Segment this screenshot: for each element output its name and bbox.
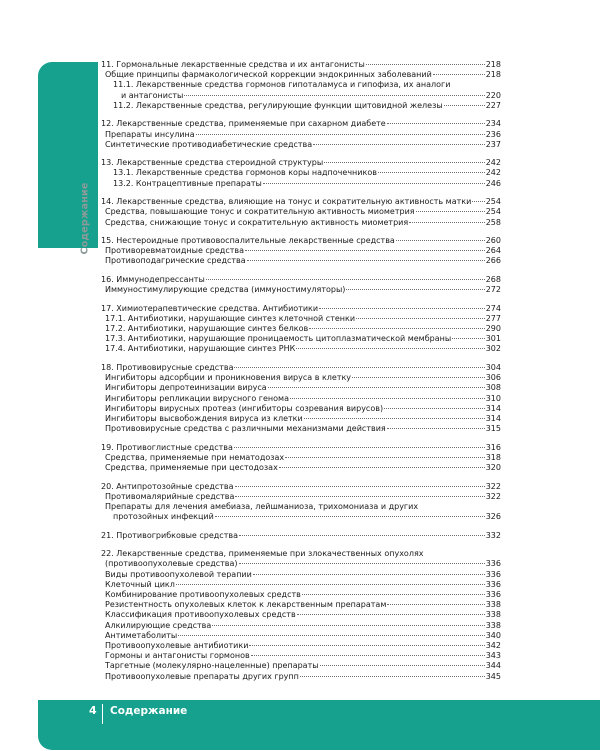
dot-leader <box>215 515 485 517</box>
toc-entry-title: Ингибиторы репликации вирусного генома <box>105 393 289 403</box>
toc-entry[interactable] <box>101 140 501 150</box>
toc-page-number: 336 <box>485 579 501 589</box>
dot-leader <box>409 221 485 223</box>
toc-entry[interactable] <box>101 502 501 512</box>
toc-entry-title: 14. Лекарственные средства, влияющие на тонус и сократительную активность матки <box>101 197 472 207</box>
toc-page-number: 264 <box>485 246 501 256</box>
toc-entry[interactable] <box>101 394 501 404</box>
toc-entry[interactable] <box>101 80 501 90</box>
toc-page-number: 344 <box>485 661 501 671</box>
toc-page-number: 345 <box>485 671 501 681</box>
toc-page-number: 338 <box>485 600 501 610</box>
toc-entry-title: Противоопухолевые антибиотики <box>105 641 249 651</box>
dot-leader <box>249 644 484 646</box>
dot-leader <box>253 573 485 575</box>
toc-page-number: 316 <box>485 442 501 452</box>
dot-leader <box>290 397 485 399</box>
toc-page-number: 254 <box>485 207 501 217</box>
toc-entry[interactable] <box>101 651 501 661</box>
toc-entry-title: Ингибиторы адсорбции и проникновения вируса в клетку <box>105 373 352 383</box>
dot-leader <box>251 654 485 656</box>
toc-entry-title: 15. Нестероидные противовоспалительные лекарственные средства <box>101 236 395 246</box>
toc-entry[interactable] <box>101 168 501 178</box>
toc-entry[interactable] <box>101 404 501 414</box>
toc-page-number: 336 <box>485 569 501 579</box>
toc-chapter-heading[interactable] <box>101 275 501 285</box>
dot-leader <box>452 337 485 339</box>
toc-entry[interactable] <box>101 101 501 111</box>
footer-divider <box>102 704 103 724</box>
toc-chapter <box>101 197 501 228</box>
toc-page-number: 338 <box>485 620 501 630</box>
toc-entry[interactable] <box>101 492 501 502</box>
toc-entry-title: 17.2. Антибиотики, нарушающие синтез белков <box>105 324 309 334</box>
toc-entry-title: Ингибиторы депротеинизации вируса <box>105 383 267 393</box>
toc-entry[interactable] <box>101 621 501 631</box>
dot-leader <box>247 259 485 261</box>
toc-chapter <box>101 158 501 189</box>
toc-chapter-heading[interactable] <box>101 197 501 207</box>
dot-leader <box>212 624 484 626</box>
toc-chapter-heading[interactable] <box>101 482 501 492</box>
dot-leader <box>263 182 485 184</box>
toc-chapter <box>101 363 501 434</box>
toc-entry-title: 21. Противогрибковые средства <box>101 530 238 540</box>
toc-entry-title: Средства, применяемые при цестодозах <box>105 463 278 473</box>
dot-leader <box>285 456 485 458</box>
dot-leader <box>304 417 485 419</box>
toc-entry-title: Клеточный цикл <box>105 579 175 589</box>
toc-entry[interactable] <box>101 414 501 424</box>
dot-leader <box>296 347 484 349</box>
dot-leader <box>300 675 485 677</box>
toc-page-number: 332 <box>485 530 501 540</box>
toc-page-number: 343 <box>485 651 501 661</box>
toc-page-number: 242 <box>485 158 501 168</box>
dot-leader <box>196 133 485 135</box>
toc-entry-title: 17.1. Антибиотики, нарушающие синтез клеточной стенки <box>105 313 356 323</box>
dot-leader <box>309 327 485 329</box>
toc-chapter-heading[interactable] <box>101 119 501 129</box>
toc-entry[interactable] <box>101 631 501 641</box>
toc-page-number: 338 <box>485 610 501 620</box>
toc-entry[interactable] <box>101 314 501 324</box>
toc-page-number: 236 <box>485 129 501 139</box>
toc-entry[interactable] <box>101 661 501 671</box>
toc-page-number: 308 <box>485 383 501 393</box>
toc-page-number: 234 <box>485 119 501 129</box>
dot-leader <box>324 161 485 163</box>
toc-entry-title: Средства, снижающие тонус и сократительную активность миометрия <box>105 217 409 227</box>
toc-entry[interactable] <box>101 344 501 354</box>
toc-entry[interactable] <box>101 453 501 463</box>
toc-entry[interactable] <box>101 334 501 344</box>
toc-entry[interactable] <box>101 246 501 256</box>
dot-leader <box>176 583 485 585</box>
toc-page-number: 304 <box>485 362 501 372</box>
toc-entry-title: Ингибиторы вирусных протеаз (ингибиторы созревания вирусов) <box>105 403 384 413</box>
toc-page-number: 318 <box>485 452 501 462</box>
toc-chapter-heading[interactable] <box>101 60 501 70</box>
toc-page-number: 268 <box>485 274 501 284</box>
dot-leader <box>396 239 485 241</box>
toc-entry-title: Резистентность опухолевых клеток к лекарственным препаратам <box>105 600 387 610</box>
toc-entry-title: Синтетические противодиабетические средства <box>105 139 313 149</box>
toc-entry[interactable] <box>101 610 501 620</box>
toc-chapter <box>101 119 501 150</box>
toc-page-number: 277 <box>485 313 501 323</box>
toc-chapter <box>101 531 501 541</box>
dot-leader <box>313 143 485 145</box>
dot-leader <box>206 278 485 280</box>
dot-leader <box>279 466 485 468</box>
toc-entry[interactable] <box>101 641 501 651</box>
dot-leader <box>302 593 485 595</box>
toc-chapter-heading[interactable] <box>101 304 501 314</box>
toc-entry-title: 17.4. Антибиотики, нарушающие синтез РНК <box>105 344 296 354</box>
toc-entry-title: Препараты инсулина <box>105 129 195 139</box>
toc-page-number: 310 <box>485 393 501 403</box>
toc-entry[interactable] <box>101 383 501 393</box>
toc-page-number: 314 <box>485 403 501 413</box>
toc-chapter-heading[interactable] <box>101 158 501 168</box>
dot-leader <box>356 317 485 319</box>
dot-leader <box>433 73 485 75</box>
toc-entry[interactable] <box>101 207 501 217</box>
toc-page-number: 258 <box>485 217 501 227</box>
table-of-contents <box>101 60 501 690</box>
dot-leader <box>268 386 485 388</box>
toc-entry-title: Противоопухолевые препараты других групп <box>105 671 299 681</box>
toc-page-number: 342 <box>485 641 501 651</box>
toc-entry-title: Ингибиторы высвобождения вируса из клетки <box>105 413 303 423</box>
dot-leader <box>178 634 485 636</box>
toc-chapter-heading[interactable] <box>101 363 501 373</box>
dot-leader <box>387 122 485 124</box>
toc-page-number: 290 <box>485 324 501 334</box>
toc-chapter-heading[interactable] <box>101 236 501 246</box>
toc-entry[interactable] <box>101 285 501 295</box>
dot-leader <box>319 307 485 309</box>
toc-page-number: 218 <box>485 60 501 69</box>
toc-entry-title: 17. Химиотерапевтические средства. Антибиотики <box>101 303 319 313</box>
toc-entry-continuation[interactable] <box>101 559 501 569</box>
toc-page-number: 246 <box>485 178 501 188</box>
toc-entry-title: Препараты для лечения амебиаза, лейшманиоза, трихомониаза и других <box>105 501 419 511</box>
toc-page-number: 220 <box>485 90 501 100</box>
toc-entry-title: Иммуностимулирующие средства (иммуностимуляторы) <box>105 285 346 295</box>
dot-leader <box>387 427 485 429</box>
side-label-text: Содержание <box>79 182 91 254</box>
dot-leader <box>472 200 484 202</box>
dot-leader <box>444 104 485 106</box>
toc-entry[interactable] <box>101 324 501 334</box>
toc-entry[interactable] <box>101 424 501 434</box>
dot-leader <box>235 485 485 487</box>
toc-entry-title-continued: и антагонисты <box>121 90 184 100</box>
toc-page-number: 260 <box>485 236 501 246</box>
toc-page-number: 272 <box>485 285 501 295</box>
toc-entry[interactable] <box>101 130 501 140</box>
toc-entry-title: Противовирусные средства с различными механизмами действия <box>105 424 386 434</box>
toc-chapter <box>101 60 501 111</box>
toc-chapter <box>101 275 501 295</box>
toc-entry-title: 17.3. Антибиотики, нарушающие проницаемость цитоплазматической мембраны <box>105 334 452 344</box>
toc-page-number: 242 <box>485 168 501 178</box>
toc-entry-title-continued: (противоопухолевые средства) <box>105 559 238 569</box>
dot-leader <box>297 613 485 615</box>
toc-entry-title: Алкилирующие средства <box>105 620 212 630</box>
toc-entry[interactable] <box>101 70 501 80</box>
toc-page-number: 302 <box>485 344 501 354</box>
toc-entry-title: 13.2. Контрацептивные препараты <box>113 178 262 188</box>
toc-entry[interactable] <box>101 590 501 600</box>
dot-leader <box>320 664 485 666</box>
toc-entry-title-continued: протозойных инфекций <box>113 512 214 522</box>
toc-entry[interactable] <box>101 580 501 590</box>
dot-leader <box>245 249 485 251</box>
toc-page-number: 301 <box>485 334 501 344</box>
toc-entry-title: Виды противоопухолевой терапии <box>105 569 252 579</box>
toc-page-number: 336 <box>485 590 501 599</box>
toc-entry-title: Противомалярийные средства <box>105 491 235 501</box>
toc-entry-title: 11.2. Лекарственные средства, регулирующие функции щитовидной железы <box>113 100 443 110</box>
toc-page-number: 237 <box>485 139 501 149</box>
toc-chapter-heading[interactable] <box>101 531 501 541</box>
dot-leader <box>234 446 485 448</box>
toc-entry[interactable] <box>101 179 501 189</box>
page-number: 4 <box>89 704 97 717</box>
toc-page-number: 320 <box>485 463 501 473</box>
toc-entry-title: 20. Антипротозойные средства <box>101 481 234 491</box>
dot-leader <box>239 562 485 564</box>
toc-entry-title: Классификация противоопухолевых средств <box>105 610 296 620</box>
dot-leader <box>239 534 485 536</box>
toc-entry-title: 16. Иммунодепрессанты <box>101 274 205 284</box>
toc-entry-title: Средства, повышающие тонус и сократительную активность миометрия <box>105 207 415 217</box>
toc-page-number: 274 <box>485 303 501 313</box>
toc-page-number: 336 <box>485 559 501 569</box>
toc-entry-title: 11. Гормональные лекарственные средства и их антагонисты <box>101 60 365 69</box>
dot-leader <box>352 376 485 378</box>
dot-leader <box>387 603 484 605</box>
toc-entry[interactable] <box>101 600 501 610</box>
dot-leader <box>235 495 484 497</box>
footer-title: Содержание <box>110 705 188 717</box>
toc-entry[interactable] <box>101 570 501 580</box>
toc-page-number: 340 <box>485 630 501 640</box>
page-footer <box>38 700 600 750</box>
toc-entry-continuation[interactable] <box>101 512 501 522</box>
dot-leader <box>234 366 484 368</box>
toc-chapter <box>101 443 501 474</box>
toc-entry[interactable] <box>101 218 501 228</box>
toc-entry-title: 13. Лекарственные средства стероидной структуры <box>101 158 324 168</box>
toc-page-number: 218 <box>485 70 501 80</box>
toc-entry[interactable] <box>101 373 501 383</box>
toc-page-number: 322 <box>485 491 501 501</box>
dot-leader <box>416 210 485 212</box>
toc-entry-title: 11.1. Лекарственные средства гормонов гипоталамуса и гипофиза, их аналоги <box>113 80 451 90</box>
dot-leader <box>184 94 484 96</box>
toc-chapter <box>101 482 501 523</box>
toc-entry-continuation[interactable] <box>101 91 501 101</box>
toc-page-number: 326 <box>485 512 501 522</box>
toc-page-number: 315 <box>485 424 501 434</box>
toc-entry-title: Противоподагрические средства <box>105 256 246 266</box>
toc-page-number: 254 <box>485 197 501 207</box>
toc-chapter <box>101 549 501 682</box>
toc-entry[interactable] <box>101 672 501 682</box>
dot-leader <box>384 407 485 409</box>
toc-entry-title: Комбинирование противоопухолевых средств <box>105 590 301 599</box>
dot-leader <box>346 288 484 290</box>
toc-entry-title: Противоревматоидные средства <box>105 246 245 256</box>
toc-page-number: 306 <box>485 373 501 383</box>
toc-entry-title: Общие принципы фармакологической коррекции эндокринных заболеваний <box>105 70 432 80</box>
toc-entry-title: Антиметаболиты <box>105 630 178 640</box>
toc-chapter-heading[interactable] <box>101 443 501 453</box>
toc-entry-title: 18. Противовирусные средства <box>101 362 234 372</box>
dot-leader <box>366 63 485 65</box>
dot-leader <box>378 171 485 173</box>
toc-entry[interactable] <box>101 463 501 473</box>
toc-entry-title: Гормоны и антагонисты гормонов <box>105 651 250 661</box>
toc-entry-title: Средства, применяемые при нематодозах <box>105 452 285 462</box>
toc-entry[interactable] <box>101 256 501 266</box>
toc-entry-title: 22. Лекарственные средства, применяемые при злокачественных опухолях <box>101 549 424 559</box>
toc-chapter <box>101 304 501 355</box>
toc-page-number: 322 <box>485 481 501 491</box>
toc-entry-title: 19. Противоглистные средства <box>101 442 233 452</box>
toc-entry-title: Таргетные (молекулярно-нацеленные) препараты <box>105 661 319 671</box>
toc-page-number: 266 <box>485 256 501 266</box>
toc-entry-title: 12. Лекарственные средства, применяемые при сахарном диабете <box>101 119 386 129</box>
side-section-label <box>76 182 94 254</box>
toc-entry-title: 13.1. Лекарственные средства гормонов коры надпочечников <box>113 168 377 178</box>
toc-chapter-heading[interactable] <box>101 549 501 559</box>
toc-page-number: 227 <box>485 100 501 110</box>
toc-chapter <box>101 236 501 267</box>
toc-page-number: 314 <box>485 413 501 423</box>
